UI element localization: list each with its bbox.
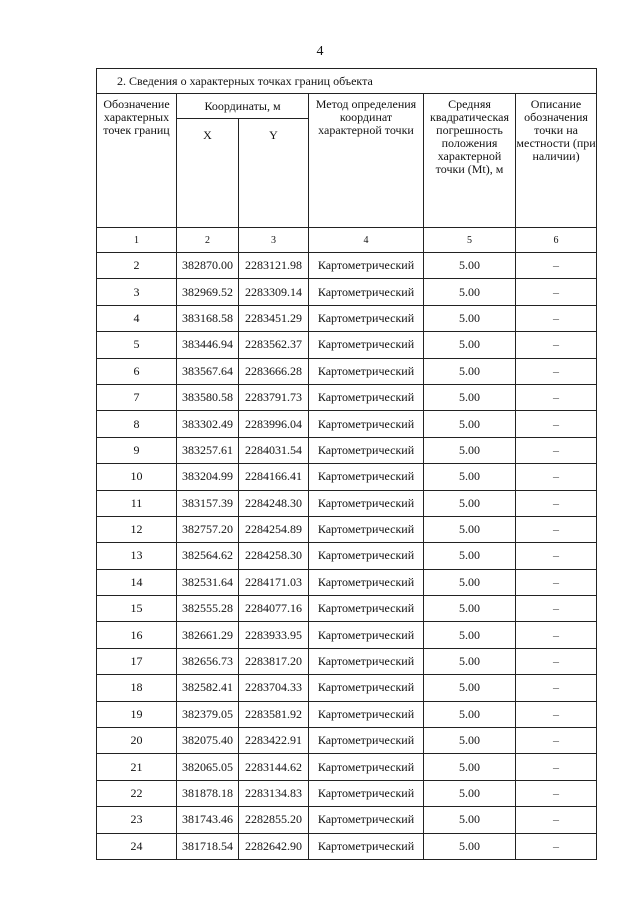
coord-x-cell: 382065.05: [177, 754, 239, 780]
table-row: [97, 648, 597, 674]
coord-x-cell: 382870.00: [177, 253, 239, 279]
coord-y-cell: 2282855.20: [239, 807, 309, 833]
table-row: [97, 754, 597, 780]
coord-y-cell: 2284254.89: [239, 516, 309, 542]
method-cell: Картометрический: [309, 384, 424, 410]
method-cell: Картометрический: [309, 675, 424, 701]
description-cell: –: [516, 675, 597, 701]
table-row: [97, 279, 597, 305]
method-cell: Картометрический: [309, 701, 424, 727]
coord-x-cell: 382075.40: [177, 728, 239, 754]
accuracy-cell: 5.00: [424, 253, 516, 279]
point-id-cell: 4: [97, 305, 177, 331]
description-cell: –: [516, 464, 597, 490]
coord-y-cell: 2283562.37: [239, 332, 309, 358]
accuracy-cell: 5.00: [424, 279, 516, 305]
coord-y-cell: 2283451.29: [239, 305, 309, 331]
coord-y-cell: 2283704.33: [239, 675, 309, 701]
description-cell: –: [516, 332, 597, 358]
method-cell: Картометрический: [309, 569, 424, 595]
coord-y-cell: 2283134.83: [239, 780, 309, 806]
description-cell: –: [516, 411, 597, 437]
method-cell: Картометрический: [309, 622, 424, 648]
point-id-cell: 2: [97, 253, 177, 279]
header-accuracy: Средняя квадратическая погрешность положения характерной точки (Mt), м: [424, 94, 516, 228]
accuracy-cell: 5.00: [424, 701, 516, 727]
coord-y-cell: 2284077.16: [239, 596, 309, 622]
header-x: X: [177, 119, 239, 228]
coord-y-cell: 2283666.28: [239, 358, 309, 384]
header-y: Y: [239, 119, 309, 228]
coord-x-cell: 383580.58: [177, 384, 239, 410]
coord-x-cell: 382656.73: [177, 648, 239, 674]
coord-y-cell: 2284166.41: [239, 464, 309, 490]
column-number: 5: [424, 228, 516, 253]
coord-x-cell: 381718.54: [177, 833, 239, 859]
coord-y-cell: 2283996.04: [239, 411, 309, 437]
point-id-cell: 5: [97, 332, 177, 358]
coord-x-cell: 382582.41: [177, 675, 239, 701]
table-row: [97, 305, 597, 331]
description-cell: –: [516, 384, 597, 410]
column-number: 6: [516, 228, 597, 253]
point-id-cell: 10: [97, 464, 177, 490]
description-cell: –: [516, 728, 597, 754]
table-row: [97, 332, 597, 358]
header-description: Описание обозначения точки на местности (при наличии): [516, 94, 597, 228]
coord-y-cell: 2283422.91: [239, 728, 309, 754]
method-cell: Картометрический: [309, 332, 424, 358]
accuracy-cell: 5.00: [424, 754, 516, 780]
point-id-cell: 15: [97, 596, 177, 622]
coord-x-cell: 383257.61: [177, 437, 239, 463]
table-row: [97, 807, 597, 833]
accuracy-cell: 5.00: [424, 543, 516, 569]
boundary-points-table: [96, 68, 597, 860]
coord-y-cell: 2283817.20: [239, 648, 309, 674]
table-row: [97, 411, 597, 437]
coord-x-cell: 382661.29: [177, 622, 239, 648]
point-id-cell: 20: [97, 728, 177, 754]
method-cell: Картометрический: [309, 596, 424, 622]
coord-y-cell: 2284248.30: [239, 490, 309, 516]
accuracy-cell: 5.00: [424, 358, 516, 384]
coord-x-cell: 383302.49: [177, 411, 239, 437]
accuracy-cell: 5.00: [424, 332, 516, 358]
method-cell: Картометрический: [309, 543, 424, 569]
accuracy-cell: 5.00: [424, 780, 516, 806]
description-cell: –: [516, 622, 597, 648]
accuracy-cell: 5.00: [424, 728, 516, 754]
point-id-cell: 18: [97, 675, 177, 701]
table-row: [97, 358, 597, 384]
description-cell: –: [516, 648, 597, 674]
page-number: 4: [316, 44, 324, 59]
point-id-cell: 3: [97, 279, 177, 305]
description-cell: –: [516, 701, 597, 727]
description-cell: –: [516, 754, 597, 780]
method-cell: Картометрический: [309, 807, 424, 833]
coord-x-cell: 383446.94: [177, 332, 239, 358]
coord-y-cell: 2283933.95: [239, 622, 309, 648]
coord-x-cell: 381743.46: [177, 807, 239, 833]
accuracy-cell: 5.00: [424, 675, 516, 701]
accuracy-cell: 5.00: [424, 833, 516, 859]
table-row: [97, 543, 597, 569]
description-cell: –: [516, 490, 597, 516]
accuracy-cell: 5.00: [424, 807, 516, 833]
description-cell: –: [516, 569, 597, 595]
column-number: 4: [309, 228, 424, 253]
coord-y-cell: 2283309.14: [239, 279, 309, 305]
point-id-cell: 24: [97, 833, 177, 859]
point-id-cell: 14: [97, 569, 177, 595]
table-row: [97, 780, 597, 806]
coord-y-cell: 2283581.92: [239, 701, 309, 727]
coord-y-cell: 2284031.54: [239, 437, 309, 463]
description-cell: –: [516, 279, 597, 305]
table-row: [97, 253, 597, 279]
method-cell: Картометрический: [309, 279, 424, 305]
coord-x-cell: 382969.52: [177, 279, 239, 305]
point-id-cell: 12: [97, 516, 177, 542]
coord-x-cell: 382555.28: [177, 596, 239, 622]
description-cell: –: [516, 358, 597, 384]
points-table-body: [97, 253, 597, 860]
coord-y-cell: 2283144.62: [239, 754, 309, 780]
coord-y-cell: 2283121.98: [239, 253, 309, 279]
accuracy-cell: 5.00: [424, 648, 516, 674]
table-row: [97, 516, 597, 542]
description-cell: –: [516, 253, 597, 279]
coord-x-cell: 382379.05: [177, 701, 239, 727]
accuracy-cell: 5.00: [424, 384, 516, 410]
coord-x-cell: 382564.62: [177, 543, 239, 569]
method-cell: Картометрический: [309, 437, 424, 463]
table-row: [97, 596, 597, 622]
coord-x-cell: 382531.64: [177, 569, 239, 595]
description-cell: –: [516, 807, 597, 833]
column-numbers-row: [97, 228, 597, 253]
table-row: [97, 728, 597, 754]
description-cell: –: [516, 516, 597, 542]
method-cell: Картометрический: [309, 754, 424, 780]
method-cell: Картометрический: [309, 305, 424, 331]
method-cell: Картометрический: [309, 516, 424, 542]
point-id-cell: 22: [97, 780, 177, 806]
point-id-cell: 23: [97, 807, 177, 833]
method-cell: Картометрический: [309, 464, 424, 490]
accuracy-cell: 5.00: [424, 411, 516, 437]
point-id-cell: 11: [97, 490, 177, 516]
point-id-cell: 13: [97, 543, 177, 569]
coord-x-cell: 382757.20: [177, 516, 239, 542]
accuracy-cell: 5.00: [424, 305, 516, 331]
coord-x-cell: 383204.99: [177, 464, 239, 490]
method-cell: Картометрический: [309, 358, 424, 384]
table-row: [97, 437, 597, 463]
coord-y-cell: 2284171.03: [239, 569, 309, 595]
table-row: [97, 622, 597, 648]
method-cell: Картометрический: [309, 780, 424, 806]
header-method: Метод определения координат характерной точки: [309, 94, 424, 228]
description-cell: –: [516, 780, 597, 806]
point-id-cell: 21: [97, 754, 177, 780]
point-id-cell: 16: [97, 622, 177, 648]
point-id-cell: 17: [97, 648, 177, 674]
method-cell: Картометрический: [309, 833, 424, 859]
accuracy-cell: 5.00: [424, 622, 516, 648]
section-title: 2. Сведения о характерных точках границ объекта: [97, 69, 597, 94]
accuracy-cell: 5.00: [424, 596, 516, 622]
coord-y-cell: 2283791.73: [239, 384, 309, 410]
accuracy-cell: 5.00: [424, 490, 516, 516]
point-id-cell: 8: [97, 411, 177, 437]
coord-y-cell: 2284258.30: [239, 543, 309, 569]
accuracy-cell: 5.00: [424, 437, 516, 463]
table-row: [97, 569, 597, 595]
accuracy-cell: 5.00: [424, 569, 516, 595]
accuracy-cell: 5.00: [424, 516, 516, 542]
coord-x-cell: 381878.18: [177, 780, 239, 806]
table-row: [97, 464, 597, 490]
coord-y-cell: 2282642.90: [239, 833, 309, 859]
table-row: [97, 675, 597, 701]
point-id-cell: 7: [97, 384, 177, 410]
description-cell: –: [516, 543, 597, 569]
description-cell: –: [516, 437, 597, 463]
accuracy-cell: 5.00: [424, 464, 516, 490]
point-id-cell: 19: [97, 701, 177, 727]
method-cell: Картометрический: [309, 253, 424, 279]
header-designation: Обозначение характерных точек границ: [97, 94, 177, 228]
column-number: 1: [97, 228, 177, 253]
header-coordinates: Координаты, м: [177, 94, 309, 119]
table-row: [97, 490, 597, 516]
table-row: [97, 701, 597, 727]
coord-x-cell: 383157.39: [177, 490, 239, 516]
point-id-cell: 6: [97, 358, 177, 384]
method-cell: Картометрический: [309, 411, 424, 437]
description-cell: –: [516, 833, 597, 859]
method-cell: Картометрический: [309, 490, 424, 516]
column-number: 2: [177, 228, 239, 253]
method-cell: Картометрический: [309, 728, 424, 754]
coord-x-cell: 383567.64: [177, 358, 239, 384]
table-row: [97, 833, 597, 859]
table-row: [97, 384, 597, 410]
description-cell: –: [516, 596, 597, 622]
method-cell: Картометрический: [309, 648, 424, 674]
point-id-cell: 9: [97, 437, 177, 463]
coord-x-cell: 383168.58: [177, 305, 239, 331]
description-cell: –: [516, 305, 597, 331]
column-number: 3: [239, 228, 309, 253]
